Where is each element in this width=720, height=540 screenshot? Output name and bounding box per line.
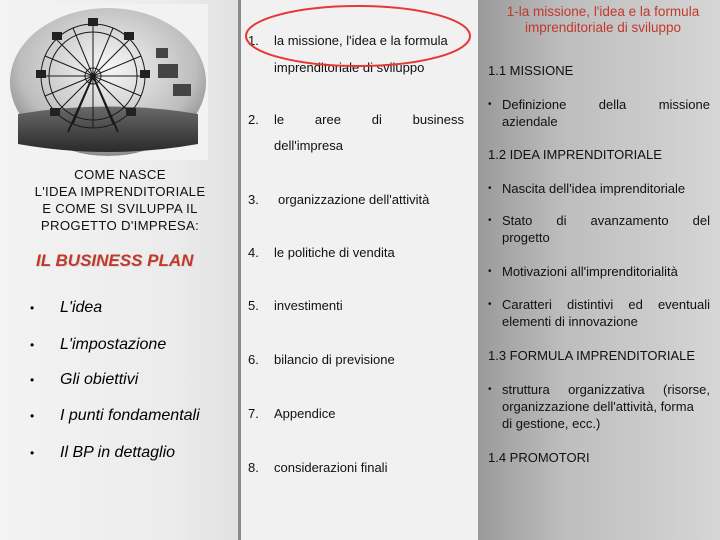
bullet-text bbox=[502, 212, 710, 246]
bullet-text bbox=[502, 381, 710, 432]
heading-promotori: 1.4 PROMOTORI bbox=[488, 450, 590, 465]
toc-number: 2. bbox=[248, 112, 259, 127]
list-item-label: L'impostazione bbox=[60, 336, 167, 353]
bullet-line: organizzazione dell'attività, forma bbox=[502, 399, 694, 414]
middle-panel bbox=[241, 0, 475, 540]
bullet-word: distintivi bbox=[566, 297, 614, 312]
bullet-word: della bbox=[598, 97, 627, 112]
business-plan-title: IL BUSINESS PLAN bbox=[36, 251, 194, 270]
bullet-text: Nascita dell'idea imprenditoriale bbox=[502, 181, 686, 196]
bullet-icon: • bbox=[30, 409, 35, 423]
bullet-line: progetto bbox=[502, 230, 550, 245]
bullet-icon: • bbox=[488, 266, 492, 277]
toc-label: Appendice bbox=[274, 406, 336, 421]
toc-word: aree bbox=[314, 112, 341, 127]
bullet-line: elementi di innovazione bbox=[502, 314, 638, 329]
toc-label: dell'impresa bbox=[274, 138, 343, 153]
bullet-icon: • bbox=[488, 384, 492, 395]
toc-label: organizzazione dell'attività bbox=[278, 192, 430, 207]
bullet-word: ed bbox=[628, 297, 643, 312]
toc-label: la missione, l'idea e la formula bbox=[274, 33, 448, 48]
bullet-word: Caratteri bbox=[502, 297, 552, 312]
section-title-line: imprenditoriale di sviluppo bbox=[524, 20, 682, 35]
toc-number: 4. bbox=[248, 245, 259, 260]
bullet-icon: • bbox=[30, 338, 35, 352]
bullet-icon: • bbox=[488, 215, 492, 226]
bullet-text bbox=[502, 296, 710, 330]
toc-label: considerazioni finali bbox=[274, 460, 388, 475]
toc-label: bilancio di previsione bbox=[274, 352, 395, 367]
section-title bbox=[488, 4, 718, 36]
toc-word: le bbox=[274, 112, 285, 127]
heading-idea: 1.2 IDEA IMPRENDITORIALE bbox=[488, 147, 662, 162]
list-item-label: Il BP in dettaglio bbox=[60, 444, 176, 461]
section-title-line: 1-la missione, l'idea e la formula bbox=[506, 4, 700, 19]
list-item-label: Gli obiettivi bbox=[60, 371, 139, 388]
toc-label bbox=[274, 112, 464, 128]
list-item-label: L'idea bbox=[60, 299, 103, 316]
toc-number: 6. bbox=[248, 352, 259, 367]
highlight-ellipse bbox=[236, 0, 480, 68]
bullet-word: avanzamento bbox=[590, 213, 669, 228]
bullet-word: eventuali bbox=[657, 297, 710, 312]
bullet-line bbox=[502, 296, 710, 313]
bullet-word: del bbox=[692, 213, 710, 228]
toc-label: investimenti bbox=[274, 298, 343, 313]
toc-number: 5. bbox=[248, 298, 259, 313]
bullet-line bbox=[502, 96, 710, 113]
toc-word: di bbox=[371, 112, 382, 127]
bullet-line bbox=[502, 212, 710, 229]
toc-number: 7. bbox=[248, 406, 259, 421]
toc-number: 8. bbox=[248, 460, 259, 475]
bullet-icon: • bbox=[30, 373, 35, 387]
toc-label: imprenditoriale di sviluppo bbox=[274, 60, 425, 75]
bullet-word: organizzativa bbox=[568, 382, 645, 397]
bullet-line: aziendale bbox=[502, 114, 558, 129]
bullet-line: di gestione, ecc.) bbox=[502, 416, 601, 431]
bullet-line bbox=[502, 381, 710, 398]
bullet-word: struttura bbox=[502, 382, 550, 397]
bullet-word: di bbox=[556, 213, 567, 228]
bullet-text bbox=[502, 96, 710, 130]
bullet-text: Motivazioni all'imprenditorialità bbox=[502, 264, 678, 279]
bullet-icon: • bbox=[30, 301, 35, 315]
bullet-icon: • bbox=[30, 446, 35, 460]
heading-formula: 1.3 FORMULA IMPRENDITORIALE bbox=[488, 348, 696, 363]
ferris-wheel-photo bbox=[8, 4, 208, 160]
bullet-icon: • bbox=[488, 299, 492, 310]
toc-number: 3. bbox=[248, 192, 259, 207]
intro-line: E COME SI SVILUPPA IL bbox=[42, 201, 198, 216]
toc-label: le politiche di vendita bbox=[274, 245, 395, 260]
intro-line: COME NASCE bbox=[74, 167, 166, 182]
bullet-word: (risorse, bbox=[663, 382, 710, 397]
heading-missione: 1.1 MISSIONE bbox=[488, 63, 574, 78]
bullet-icon: • bbox=[488, 99, 492, 110]
section-intro bbox=[14, 166, 226, 234]
bullet-word: Definizione bbox=[502, 97, 567, 112]
intro-line: L'IDEA IMPRENDITORIALE bbox=[34, 184, 206, 199]
bullet-word: missione bbox=[658, 97, 710, 112]
toc-word: business bbox=[412, 112, 464, 127]
intro-line: PROGETTO D'IMPRESA: bbox=[40, 218, 200, 233]
bullet-icon: • bbox=[488, 183, 492, 194]
list-item-label: I punti fondamentali bbox=[60, 407, 200, 424]
toc-number: 1. bbox=[248, 33, 259, 48]
bullet-word: Stato bbox=[502, 213, 533, 228]
